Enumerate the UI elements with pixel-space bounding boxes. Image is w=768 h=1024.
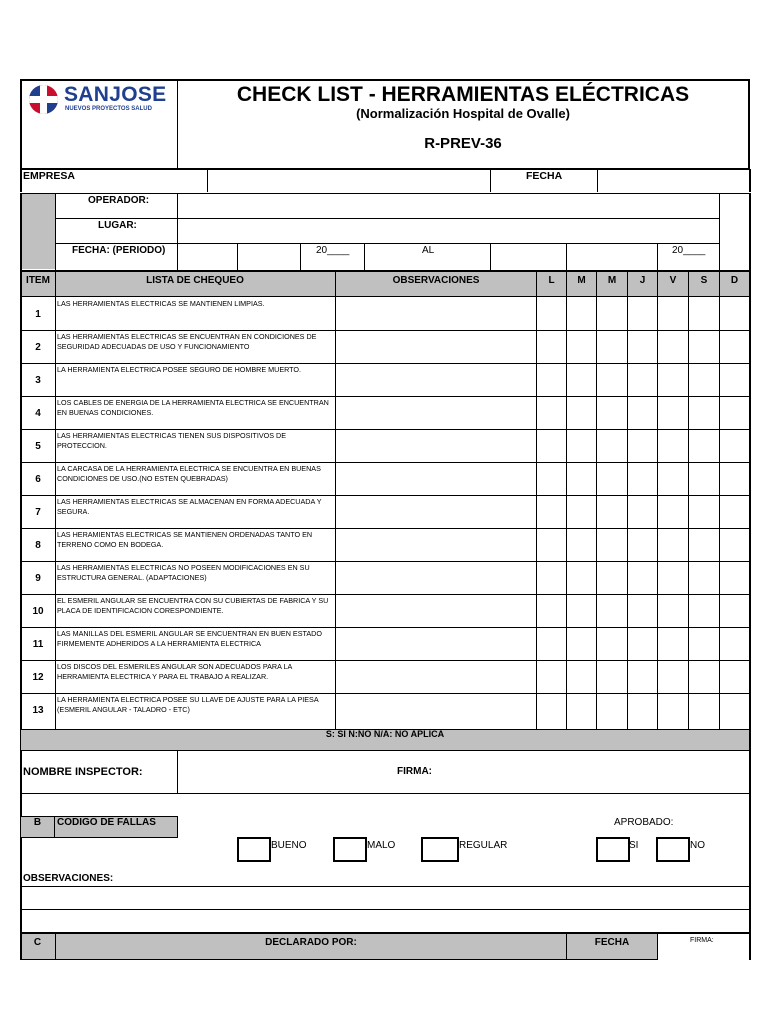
row-day-cell[interactable] bbox=[537, 693, 566, 726]
row-observaciones-cell[interactable] bbox=[336, 627, 536, 660]
aprobado-label: APROBADO: bbox=[614, 817, 674, 828]
table-row bbox=[20, 495, 750, 528]
lugar-label: LUGAR: bbox=[98, 220, 137, 231]
col-day-6: D bbox=[730, 275, 739, 286]
row-day-cell[interactable] bbox=[658, 297, 688, 330]
row-check-text: LAS HERRAMIENTAS ELECTRICAS SE ALMACENAN EN FORMA ADECUADA Y SEGURA. bbox=[57, 497, 322, 516]
table-row bbox=[20, 594, 750, 627]
row-day-cell[interactable] bbox=[658, 627, 688, 660]
row-day-cell[interactable] bbox=[567, 528, 596, 561]
bueno-checkbox[interactable] bbox=[237, 837, 271, 862]
row-day-cell[interactable] bbox=[689, 396, 719, 429]
row-day-cell[interactable] bbox=[720, 627, 749, 660]
row-observaciones-cell[interactable] bbox=[336, 561, 536, 594]
row-day-cell[interactable] bbox=[537, 561, 566, 594]
row-day-cell[interactable] bbox=[720, 495, 749, 528]
col-day-3: J bbox=[639, 275, 646, 286]
row-day-cell[interactable] bbox=[689, 297, 719, 330]
row-check-text: LOS DISCOS DEL ESMERILES ANGULAR SON ADECUADOS PARA LA HERRAMIENTA ELECTRICA Y PARA EL TRABAJO A REALIZAR. bbox=[57, 662, 292, 681]
row-day-cell[interactable] bbox=[689, 495, 719, 528]
row-day-cell[interactable] bbox=[658, 594, 688, 627]
row-day-cell[interactable] bbox=[537, 627, 566, 660]
row-day-cell[interactable] bbox=[567, 693, 596, 726]
row-day-cell[interactable] bbox=[628, 528, 657, 561]
row-day-cell[interactable] bbox=[537, 396, 566, 429]
row-observaciones-cell[interactable] bbox=[336, 429, 536, 462]
year-to: 20____ bbox=[672, 245, 706, 256]
regular-checkbox[interactable] bbox=[421, 837, 459, 862]
row-check-text: LAS MANILLAS DEL ESMERIL ANGULAR SE ENCUENTRAN EN BUEN ESTADO FIRMEMENTE ADHERIDOS A LA HERRAMIENTA ELECTRICA bbox=[57, 629, 322, 648]
row-observaciones-cell[interactable] bbox=[336, 660, 536, 693]
row-day-cell[interactable] bbox=[720, 462, 749, 495]
row-day-cell[interactable] bbox=[628, 462, 657, 495]
operador-field[interactable] bbox=[178, 194, 719, 218]
row-day-cell[interactable] bbox=[689, 462, 719, 495]
observaciones-line-1[interactable] bbox=[21, 887, 749, 908]
malo-label: MALO bbox=[367, 840, 396, 851]
col-day-1: M bbox=[577, 275, 586, 286]
lugar-field[interactable] bbox=[178, 219, 719, 243]
nombre-inspector-label: NOMBRE INSPECTOR: bbox=[23, 766, 143, 778]
firma-inspector-field[interactable] bbox=[435, 751, 748, 793]
page-title: CHECK LIST - HERRAMIENTAS ELÉCTRICAS bbox=[236, 83, 690, 106]
row-number: 13 bbox=[32, 705, 44, 716]
row-day-cell[interactable] bbox=[597, 495, 627, 528]
row-day-cell[interactable] bbox=[628, 330, 657, 363]
row-observaciones-cell[interactable] bbox=[336, 594, 536, 627]
row-check-text: LAS HERAMIENTAS ELECTRICAS SE MANTIENEN ORDENADAS TANTO EN TERRENO COMO EN BODEGA. bbox=[57, 530, 313, 549]
row-observaciones-cell[interactable] bbox=[336, 363, 536, 396]
row-day-cell[interactable] bbox=[720, 660, 749, 693]
firma-inspector-label: FIRMA: bbox=[397, 766, 432, 777]
row-day-cell[interactable] bbox=[567, 561, 596, 594]
row-day-cell[interactable] bbox=[597, 660, 627, 693]
row-day-cell[interactable] bbox=[537, 462, 566, 495]
nombre-inspector-field[interactable] bbox=[178, 751, 393, 793]
row-number: 6 bbox=[35, 474, 41, 485]
row-day-cell[interactable] bbox=[689, 594, 719, 627]
table-row bbox=[20, 693, 750, 726]
row-day-cell[interactable] bbox=[537, 594, 566, 627]
row-observaciones-cell[interactable] bbox=[336, 297, 536, 330]
row-number: 4 bbox=[35, 408, 41, 419]
row-day-cell[interactable] bbox=[537, 429, 566, 462]
row-day-cell[interactable] bbox=[658, 462, 688, 495]
row-check-text: LAS HERRAMIENTAS ELECTRICAS NO POSEEN MODIFICACIONES EN SU ESTRUCTURA GENERAL. (ADAPTACIONES) bbox=[57, 563, 310, 582]
page-subtitle: (Normalización Hospital de Ovalle) bbox=[356, 106, 570, 121]
row-number: 2 bbox=[35, 342, 41, 353]
row-day-cell[interactable] bbox=[537, 528, 566, 561]
table-row bbox=[20, 396, 750, 429]
row-day-cell[interactable] bbox=[658, 561, 688, 594]
row-day-cell[interactable] bbox=[567, 660, 596, 693]
row-day-cell[interactable] bbox=[628, 363, 657, 396]
logo-tagline: NUEVOS PROYECTOS SALUD bbox=[65, 106, 152, 112]
form-code: R-PREV-36 bbox=[424, 135, 502, 152]
row-check-text: LAS HERRAMIENTAS ELECTRICAS SE ENCUENTRAN EN CONDICIONES DE SEGURIDAD ADECUADAS DE USO Y FUNCIONAMIENTO bbox=[57, 332, 317, 351]
row-check-text: LAS HERRAMIENTAS ELECTRICAS SE MANTIENEN LIMPIAS. bbox=[57, 299, 265, 308]
row-day-cell[interactable] bbox=[720, 363, 749, 396]
row-day-cell[interactable] bbox=[720, 330, 749, 363]
col-day-2: M bbox=[607, 275, 617, 286]
table-row bbox=[20, 660, 750, 693]
row-day-cell[interactable] bbox=[720, 693, 749, 726]
row-day-cell[interactable] bbox=[537, 495, 566, 528]
row-day-cell[interactable] bbox=[628, 429, 657, 462]
row-day-cell[interactable] bbox=[720, 561, 749, 594]
logo-cross-icon bbox=[29, 85, 58, 114]
empresa-field[interactable] bbox=[208, 170, 490, 192]
si-checkbox[interactable] bbox=[596, 837, 630, 862]
declarado-por-label: DECLARADO POR: bbox=[265, 937, 357, 948]
row-day-cell[interactable] bbox=[597, 462, 627, 495]
row-check-text: LA HERRAMIENTA ELECTRICA POSEE SEGURO DE HOMBRE MUERTO. bbox=[57, 365, 302, 374]
no-label: NO bbox=[690, 840, 705, 851]
row-day-cell[interactable] bbox=[628, 495, 657, 528]
regular-label: REGULAR bbox=[459, 840, 508, 851]
row-day-cell[interactable] bbox=[689, 693, 719, 726]
col-lista: LISTA DE CHEQUEO bbox=[146, 275, 244, 286]
codigo-fallas-label: CODIGO DE FALLAS bbox=[57, 817, 156, 828]
fecha-label: FECHA bbox=[526, 170, 563, 182]
row-day-cell[interactable] bbox=[567, 594, 596, 627]
col-day-4: V bbox=[669, 275, 677, 286]
row-observaciones-cell[interactable] bbox=[336, 693, 536, 726]
row-check-text: LA CARCASA DE LA HERRAMIENTA ELECTRICA SE ENCUENTRA EN BUENAS CONDICIONES DE USO.(NO ESTEN QUEBRADAS) bbox=[57, 464, 321, 483]
row-day-cell[interactable] bbox=[537, 363, 566, 396]
table-row bbox=[20, 429, 750, 462]
al-label: AL bbox=[422, 245, 435, 256]
year-from: 20____ bbox=[316, 245, 350, 256]
row-day-cell[interactable] bbox=[689, 528, 719, 561]
row-check-text: LOS CABLES DE ENERGIA DE LA HERRAMIENTA ELECTRICA SE ENCUENTRAN EN BUENAS CONDICIONES. bbox=[57, 398, 329, 417]
row-day-cell[interactable] bbox=[689, 330, 719, 363]
table-row bbox=[20, 627, 750, 660]
section-c-letter: C bbox=[33, 937, 42, 948]
row-day-cell[interactable] bbox=[628, 297, 657, 330]
row-day-cell[interactable] bbox=[567, 330, 596, 363]
row-day-cell[interactable] bbox=[628, 693, 657, 726]
row-check-text: EL ESMERIL ANGULAR SE ENCUENTRA CON SU CUBIERTAS DE FABRICA Y SU PLACA DE IDENTIFICACION CORESPONDIENTE. bbox=[57, 596, 329, 615]
row-day-cell[interactable] bbox=[597, 297, 627, 330]
row-day-cell[interactable] bbox=[597, 396, 627, 429]
row-observaciones-cell[interactable] bbox=[336, 330, 536, 363]
row-day-cell[interactable] bbox=[689, 627, 719, 660]
row-day-cell[interactable] bbox=[567, 297, 596, 330]
row-day-cell[interactable] bbox=[597, 693, 627, 726]
row-day-cell[interactable] bbox=[658, 495, 688, 528]
row-day-cell[interactable] bbox=[628, 627, 657, 660]
row-day-cell[interactable] bbox=[658, 528, 688, 561]
row-day-cell[interactable] bbox=[597, 330, 627, 363]
row-observaciones-cell[interactable] bbox=[336, 396, 536, 429]
row-day-cell[interactable] bbox=[720, 297, 749, 330]
section-b-letter: B bbox=[33, 817, 42, 828]
col-day-5: S bbox=[700, 275, 708, 286]
row-day-cell[interactable] bbox=[658, 429, 688, 462]
table-row bbox=[20, 462, 750, 495]
row-day-cell[interactable] bbox=[567, 363, 596, 396]
row-day-cell[interactable] bbox=[597, 429, 627, 462]
row-check-text: LA HERRAMIENTA ELECTRICA POSEE SU LLAVE DE AJUSTE PARA LA PIESA (ESMERIL ANGULAR - TALADRO - ETC) bbox=[57, 695, 319, 714]
row-observaciones-cell[interactable] bbox=[336, 462, 536, 495]
row-day-cell[interactable] bbox=[537, 660, 566, 693]
row-day-cell[interactable] bbox=[628, 594, 657, 627]
row-number: 3 bbox=[35, 375, 41, 386]
col-day-0: L bbox=[548, 275, 555, 286]
row-day-cell[interactable] bbox=[597, 594, 627, 627]
row-day-cell[interactable] bbox=[628, 396, 657, 429]
row-day-cell[interactable] bbox=[720, 429, 749, 462]
table-row bbox=[20, 363, 750, 396]
row-number: 10 bbox=[32, 606, 44, 617]
row-day-cell[interactable] bbox=[689, 363, 719, 396]
table-row bbox=[20, 297, 750, 330]
observaciones-line-2[interactable] bbox=[21, 910, 749, 932]
row-day-cell[interactable] bbox=[720, 528, 749, 561]
row-day-cell[interactable] bbox=[628, 660, 657, 693]
operador-label: OPERADOR: bbox=[88, 195, 150, 206]
row-number: 12 bbox=[32, 672, 44, 683]
row-day-cell[interactable] bbox=[567, 495, 596, 528]
fecha-c-label: FECHA bbox=[594, 937, 630, 948]
info-gray-column bbox=[21, 194, 55, 269]
row-day-cell[interactable] bbox=[567, 429, 596, 462]
row-day-cell[interactable] bbox=[597, 561, 627, 594]
row-day-cell[interactable] bbox=[597, 627, 627, 660]
row-day-cell[interactable] bbox=[567, 462, 596, 495]
row-day-cell[interactable] bbox=[658, 363, 688, 396]
row-day-cell[interactable] bbox=[689, 660, 719, 693]
row-day-cell[interactable] bbox=[658, 396, 688, 429]
row-number: 8 bbox=[35, 540, 41, 551]
legend-text: S: SI N:NO N/A: NO APLICA bbox=[325, 729, 445, 739]
row-day-cell[interactable] bbox=[628, 561, 657, 594]
bueno-label: BUENO bbox=[271, 840, 307, 851]
malo-checkbox[interactable] bbox=[333, 837, 367, 862]
row-day-cell[interactable] bbox=[658, 660, 688, 693]
observaciones-label: OBSERVACIONES: bbox=[23, 873, 114, 884]
row-day-cell[interactable] bbox=[658, 330, 688, 363]
row-number: 9 bbox=[35, 573, 41, 584]
logo-brand: SANJOSE bbox=[64, 83, 167, 106]
row-observaciones-cell[interactable] bbox=[336, 495, 536, 528]
row-day-cell[interactable] bbox=[597, 528, 627, 561]
row-number: 11 bbox=[32, 639, 44, 650]
col-observaciones: OBSERVACIONES bbox=[392, 275, 480, 286]
table-row bbox=[20, 330, 750, 363]
row-day-cell[interactable] bbox=[658, 693, 688, 726]
row-observaciones-cell[interactable] bbox=[336, 528, 536, 561]
row-number: 1 bbox=[35, 309, 41, 320]
row-day-cell[interactable] bbox=[689, 429, 719, 462]
row-day-cell[interactable] bbox=[537, 330, 566, 363]
row-day-cell[interactable] bbox=[567, 627, 596, 660]
table-row bbox=[20, 561, 750, 594]
row-number: 5 bbox=[35, 441, 41, 452]
table-row bbox=[20, 528, 750, 561]
no-checkbox[interactable] bbox=[656, 837, 690, 862]
col-item: ITEM bbox=[26, 275, 50, 286]
fecha-periodo-label: FECHA: (PERIODO) bbox=[72, 245, 166, 256]
row-number: 7 bbox=[35, 507, 41, 518]
si-label: SI bbox=[629, 840, 639, 851]
empresa-label: EMPRESA bbox=[23, 170, 75, 182]
firma-c-label: FIRMA: bbox=[690, 937, 714, 944]
row-day-cell[interactable] bbox=[720, 594, 749, 627]
row-check-text: LAS HERRAMIENTAS ELECTRICAS TIENEN SUS DISPOSITIVOS DE PROTECCION. bbox=[57, 431, 286, 450]
fecha-field[interactable] bbox=[598, 170, 749, 192]
row-day-cell[interactable] bbox=[597, 363, 627, 396]
row-day-cell[interactable] bbox=[720, 396, 749, 429]
row-day-cell[interactable] bbox=[537, 297, 566, 330]
row-day-cell[interactable] bbox=[689, 561, 719, 594]
row-day-cell[interactable] bbox=[567, 396, 596, 429]
